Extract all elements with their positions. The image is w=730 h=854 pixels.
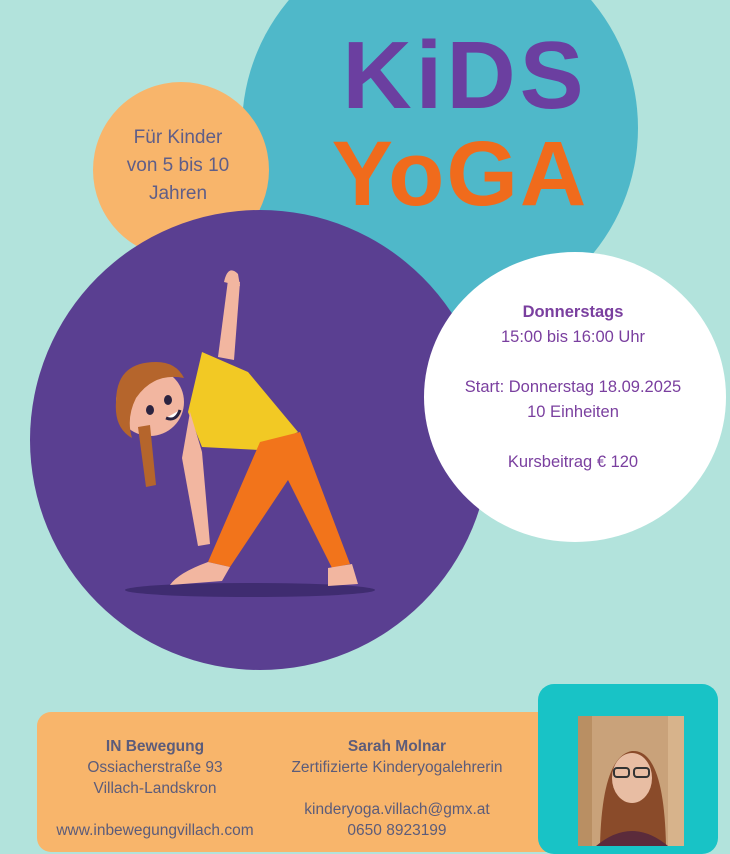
schedule-units: 10 Einheiten <box>527 403 619 421</box>
schedule-day: Donnerstags <box>522 303 624 321</box>
venue-city: Villach-Landskron <box>93 780 217 797</box>
teacher-photo <box>578 716 684 846</box>
age-badge <box>108 124 248 208</box>
venue-website[interactable]: www.inbewegungvillach.com <box>56 822 254 839</box>
schedule-fee: Kursbeitrag € 120 <box>507 453 639 471</box>
teacher-info <box>272 736 522 841</box>
teacher-title: Zertifizierte Kinderyogalehrerin <box>291 759 503 776</box>
venue-name: IN Bewegung <box>105 738 205 755</box>
venue-street: Ossiacherstraße 93 <box>87 759 223 776</box>
venue-info <box>40 736 270 841</box>
schedule-info <box>438 300 708 475</box>
logo-yoga-text: YoGA <box>331 123 589 225</box>
schedule-start: Start: Donnerstag 18.09.2025 <box>464 378 682 396</box>
teacher-email[interactable]: kinderyoga.villach@gmx.at <box>304 801 490 818</box>
age-line-3: Jahren <box>148 183 208 204</box>
schedule-time: 15:00 bis 16:00 Uhr <box>500 328 645 346</box>
teacher-name: Sarah Molnar <box>347 738 447 755</box>
logo-kids-text: KiDS <box>342 22 588 129</box>
age-line-1: Für Kinder <box>133 127 223 148</box>
age-line-2: von 5 bis 10 <box>126 155 230 176</box>
teacher-phone: 0650 8923199 <box>347 822 447 839</box>
yoga-girl-illustration <box>110 262 410 602</box>
kids-yoga-logo <box>300 0 630 230</box>
